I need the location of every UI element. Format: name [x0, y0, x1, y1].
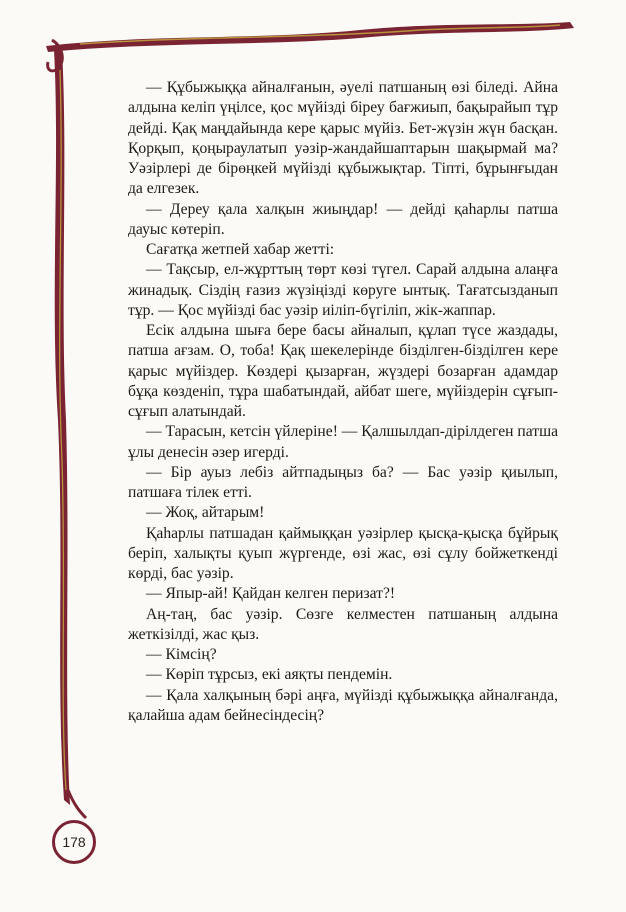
paragraph: — Құбыжыққа айналғанын, әуелі патшаның өзі біледі. Айна алдына келіп үңілсе, қос мүйізді біреу бағжиып, бақырайып тұр дейді. Қақ маңдайында кере қарыс мүйіз. Бет-жүзін жүн басқан. Қорқып, қоңыраулатып уәзір-жандайшаптарын шақырмай ма? Уәзірлері де бірөңкей мүйізді құбыжықтар. Тіпті, бұрынғыдан да елгезек. [128, 79, 558, 198]
paragraph: Есік алдына шыға бере басы айналып, құлап түсе жаздады, патша ағзам. О, тоба! Қақ шекелерінде бізділген-бізділген кере қарыс мүйіздер. Көздері қызарған, жүздері бозарған адамдар бұқа көзденіп, тұра шабатындай, айбат шеге, мүйіздерін сұғып-сұғып алатындай. [128, 322, 558, 420]
paragraph: — Жоқ, айтарым! [146, 504, 265, 522]
paragraph: — Япыр-ай! Қайдан келген перизат?! [146, 585, 396, 603]
paragraph: Сағатқа жетпей хабар жетті: [146, 241, 335, 258]
page-number: 178 [52, 820, 96, 864]
paragraph: — Қала халқының бәрі аңға, мүйізді құбыжыққа айналғанда, қалайша адам бейнесіндесің? [128, 686, 558, 724]
top-border-stroke [46, 22, 574, 52]
paragraph: Қаһарлы патшадан қаймыққан уәзірлер қысқа-қысқа бұйрық беріп, халықты қуып жүргенде, өзі жас, өзі сұлу бойжеткенді көрді, бас уәзір. [128, 524, 558, 582]
paragraph: — Тақсыр, ел-жұрттың төрт көзі түгел. Сарай алдына алаңға жинадық. Сіздің ғазиз жүзіңізді көруге ынтық. Тағатсызданып тұр. — Қос мүйізді бас уәзір иіліп-бүгіліп, жік-жаппар. [128, 261, 558, 319]
paragraph: — Кімсің? [146, 646, 217, 663]
left-border-stroke [54, 50, 70, 805]
paragraph: — Бір ауыз лебіз айтпадыңыз ба? — Бас уәзір қиылып, патшаға тілек етті. [128, 463, 558, 501]
paragraph: — Тарасын, кетсін үйлеріне! — Қалшылдап-дірілдеген патша ұлы денесін әзер игерді. [128, 423, 558, 461]
story-text [128, 78, 558, 726]
paragraph: — Көріп тұрсыз, екі аяқты пендемін. [146, 666, 393, 684]
paragraph: — Дереу қала халқын жиыңдар! — дейді қаһарлы патша дауыс көтеріп. [128, 200, 558, 238]
bottom-hook [68, 790, 86, 818]
paragraph: Аң-таң, бас уәзір. Сөзге келместен патшаның алдына жеткізілді, жас қыз. [128, 605, 558, 643]
